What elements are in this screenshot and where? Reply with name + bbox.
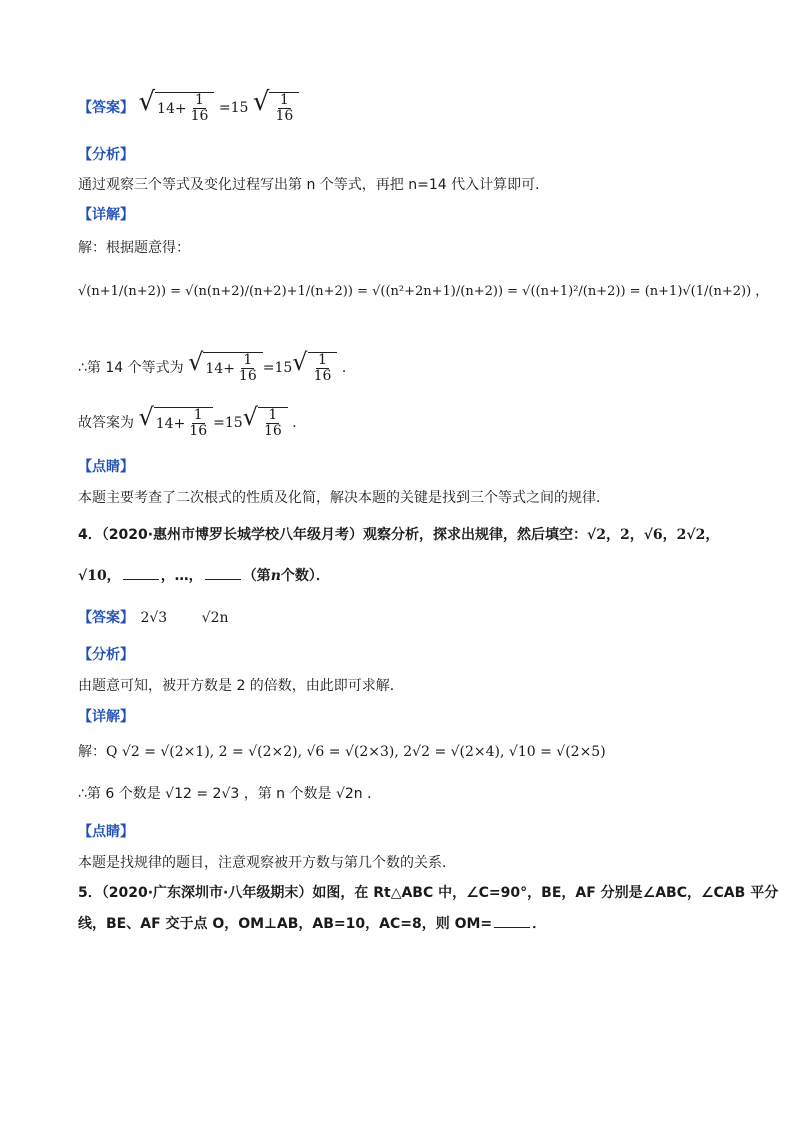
q3-answer-radical: √ 14+ $\frac{1}{16}$ (138, 92, 214, 124)
q4-answer-line: 【答案】 2√3 √2n (78, 610, 229, 626)
q3-detail-label: 【详解】 (78, 207, 134, 223)
q3-detail-intro: 解：根据题意得： (78, 240, 190, 256)
q5-stem-line2: 线，BE、AF 交于点 O，OM⊥AB，AB=10，AC=8，则 OM= ． (78, 916, 547, 932)
q4-conclusion: ∴第 6 个数是 √12 = 2√3 ，第 n 个数是 √2n ． (78, 786, 382, 802)
q4-detail-label: 【详解】 (78, 709, 134, 725)
q3-comment-text: 本题主要考查了二次根式的性质及化简，解决本题的关键是找到三个等式之间的规律． (78, 490, 610, 506)
q3-analysis-label: 【分析】 (78, 147, 134, 163)
q4-stem-line2: √10， ，…， （第n个数）． (78, 568, 330, 584)
q3-answer-line: 【答案】 √ 14+ $\frac{1}{16}$ =15 √ $\frac{1}{16}$ (78, 92, 299, 124)
q3-general-formula: √(n+1/(n+2)) = √(n(n+2)/(n+2)+1/(n+2)) = √((n²+2n+1)/(n+2)) = √((n+1)²/(n+2)) = (n+1)√(1/(n+2)) ， (78, 284, 769, 299)
q5-stem-line1: 5．（2020·广东深圳市·八年级期末）如图，在 Rt△ABC 中，∠C=90°，BE，AF 分别是∠ABC，∠CAB 平分 (78, 885, 779, 901)
q4-analysis-label: 【分析】 (78, 647, 134, 663)
q3-fourteenth-line: ∴第 14 个等式为 √ 14+ $\frac{1}{16}$ =15 √ $\frac{1}{16}$ ． (78, 348, 356, 384)
q4-comment-text: 本题是找规律的题目，注意观察被开方数与第几个数的关系． (78, 855, 456, 871)
q5-blank (494, 915, 530, 928)
q3-analysis-text: 通过观察三个等式及变化过程写出第 n 个等式，再把 n=14 代入计算即可． (78, 177, 550, 193)
q3-comment-label: 【点睛】 (78, 459, 134, 475)
answer-label: 【答案】 (78, 100, 134, 116)
q4-detail-formula: 解：Q √2 = √(2×1), 2 = √(2×2), √6 = √(2×3), 2√2 = √(2×4), √10 = √(2×5) (78, 744, 606, 760)
q4-blank-1 (123, 567, 159, 580)
q4-comment-label: 【点睛】 (78, 824, 134, 840)
q3-final-line: 故答案为 √ 14+ $\frac{1}{16}$ =15 √ $\frac{1}{16}$ ． (78, 403, 307, 439)
q4-stem-line1: 4．（2020·惠州市博罗长城学校八年级月考）观察分析，探求出规律，然后填空：√2，2，√6，2√2， (78, 527, 720, 543)
q4-analysis-text: 由题意可知，被开方数是 2 的倍数，由此即可求解． (78, 678, 404, 694)
q4-blank-2 (205, 567, 241, 580)
